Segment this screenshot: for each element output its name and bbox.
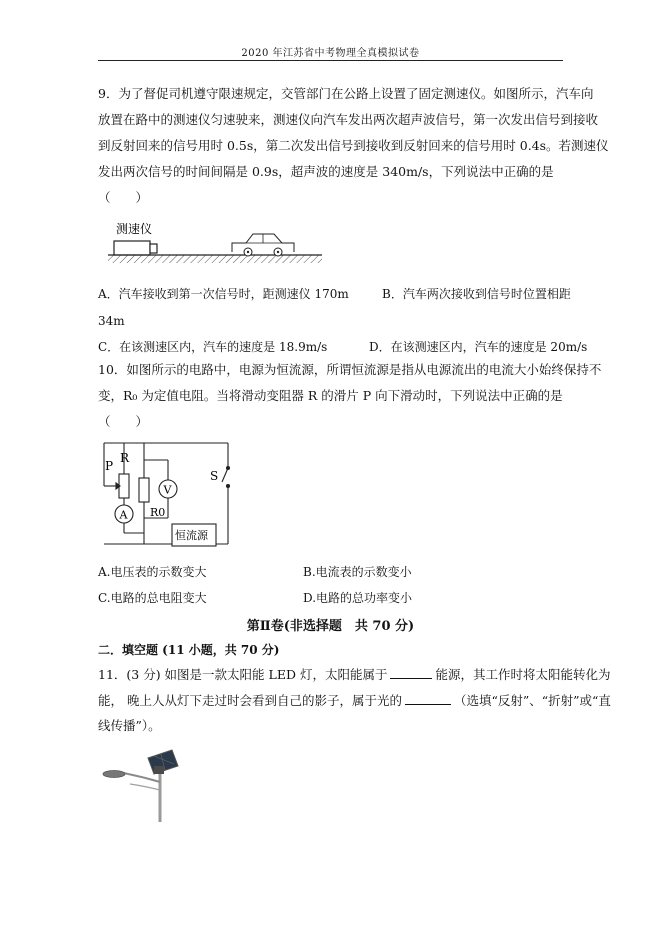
q9-option-b: B．汽车两次接收到信号时位置相距 xyxy=(382,287,571,301)
label-p: P xyxy=(105,459,114,473)
q11-line-3: 线传播”）。 xyxy=(98,718,161,733)
label-r0: R0 xyxy=(150,506,166,519)
label-r: R xyxy=(120,451,130,465)
q10-option-d: D.电路的总功率变小 xyxy=(303,591,413,605)
speed-meter-lens xyxy=(150,244,157,253)
q11-line-2-part-a: 能， 晚上人从灯下走过时会看到自己的影子，属于光的 xyxy=(98,693,402,708)
q11-line-2 xyxy=(98,692,611,709)
ammeter-label: A xyxy=(119,508,128,522)
q10-line-2: 变，R₀ 为定值电阻。当将滑动变阻器 R 的滑片 P 向下滑动时，下列说法中正确的是 xyxy=(98,388,563,403)
car-icon xyxy=(232,234,294,256)
q11-line-1-part-b: 能源，其工作时将太阳能转化为 xyxy=(435,667,611,682)
constant-current-source-label: 恒流源 xyxy=(175,529,208,542)
q9-option-d: D．在该测速区内，汽车的速度是 20m/s xyxy=(369,340,588,354)
speed-meter-label: 测速仪 xyxy=(116,222,153,236)
q10-option-c: C.电路的总电阻变大 xyxy=(98,591,207,605)
q9-line-5: （ ） xyxy=(98,190,149,205)
q9-line-2: 放置在路中的测速仪匀速驶来，测速仪向汽车发出两次超声波信号，第一次发出信号到接收 xyxy=(98,112,599,127)
voltmeter-label: V xyxy=(163,483,172,497)
q10-option-a: A.电压表的示数变大 xyxy=(98,565,207,579)
q10-option-b: B.电流表的示数变小 xyxy=(303,565,412,579)
q10-line-1: 10．如图所示的电路中，电源为恒流源，所谓恒流源是指从电源流出的电流大小始终保持不 xyxy=(98,362,602,377)
q9-option-c: C．在该测速区内，汽车的速度是 18.9m/s xyxy=(98,340,328,354)
q9-line-1: 9．为了督促司机遵守限速规定，交管部门在公路上设置了固定测速仪。如图所示，汽车向 xyxy=(98,86,594,101)
speed-meter-device xyxy=(114,241,150,255)
q9-line-4: 发出两次信号的时间间隔是 0.9s，超声波的速度是 340m/s，下列说法中正确的是 xyxy=(98,164,554,179)
solar-led-lamp-image xyxy=(100,746,182,822)
section-fill-blank-heading: 二．填空题 (11 小题，共 70 分) xyxy=(98,643,280,657)
label-s: S xyxy=(210,469,219,483)
q11-line-2-part-b: （选填“反射”、“折射”或“直 xyxy=(453,693,611,708)
speed-meter-figure xyxy=(108,218,330,270)
q11-line-1 xyxy=(98,666,610,683)
q9-option-a: A．汽车接收到第一次信号时，距测速仪 170m xyxy=(98,287,349,301)
circuit-diagram xyxy=(96,438,238,552)
q11-line-1-part-a: 11．(3 分) 如图是一款太阳能 LED 灯，太阳能属于 xyxy=(98,667,388,682)
page-header: 2020 年江苏省中考物理全真模拟试卷 xyxy=(241,48,420,59)
q11-blank-1 xyxy=(390,666,432,679)
part-2-title: 第Ⅱ卷(非选择题 共 70 分) xyxy=(246,619,415,634)
header-rule xyxy=(98,60,563,61)
q9-option-b-continued: 34m xyxy=(98,314,125,328)
q11-blank-2 xyxy=(405,692,451,705)
q9-line-3: 到反射回来的信号用时 0.5s，第二次发出信号到接收到反射回来的信号用时 0.4s。若测速仪 xyxy=(98,138,609,153)
road-surface xyxy=(108,255,322,263)
q10-line-3: （ ） xyxy=(98,414,149,429)
